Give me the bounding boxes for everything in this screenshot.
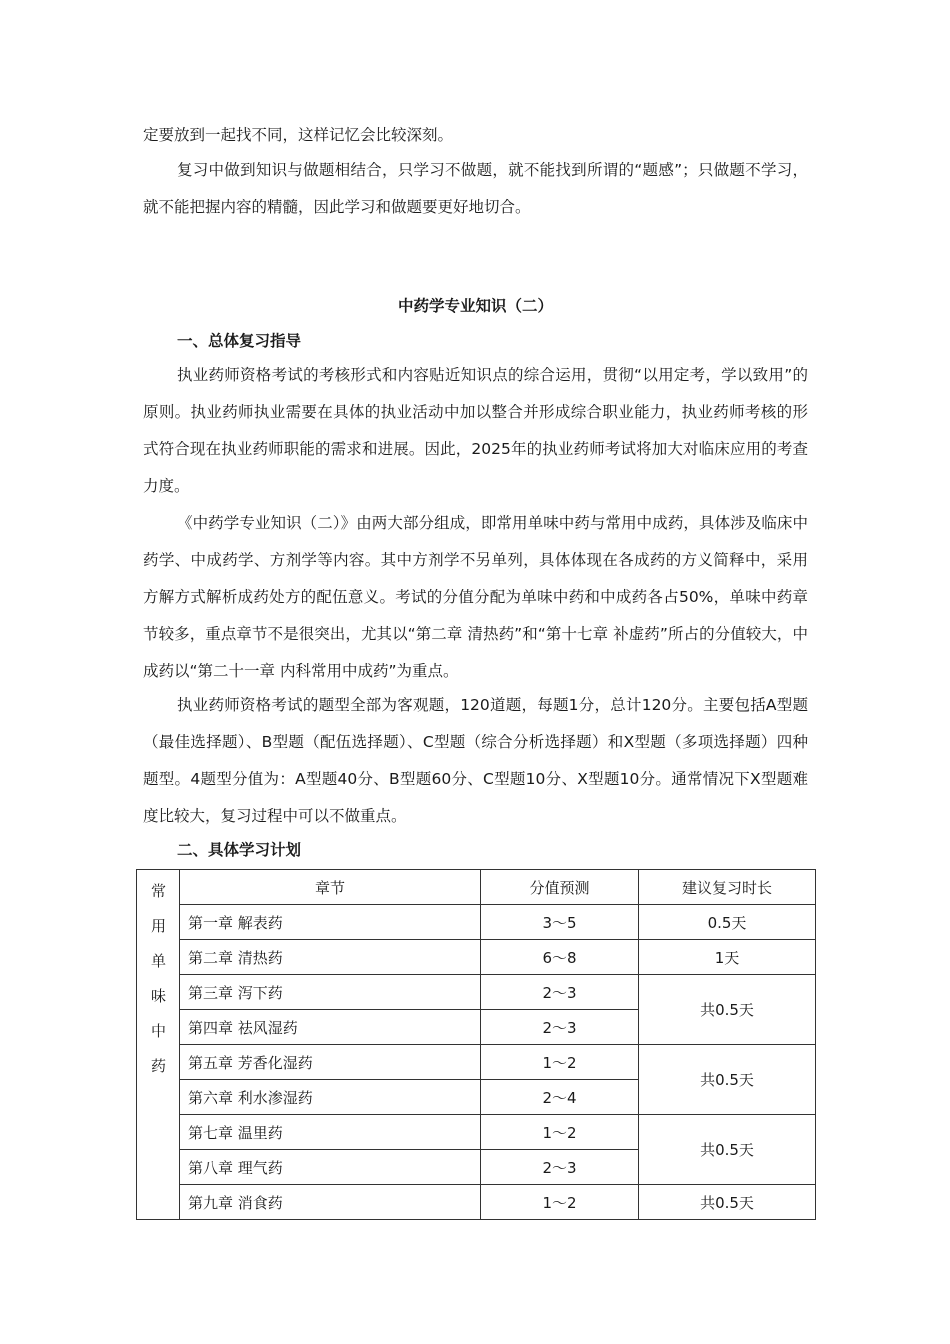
header-score: 分值预测: [481, 870, 639, 905]
score-cell: 2～3: [481, 1150, 639, 1185]
table-header-row: [137, 870, 816, 905]
score-cell: 1～2: [481, 1185, 639, 1220]
intro-paragraph-study-practice: 复习中做到知识与做题相结合，只学习不做题，就不能找到所谓的“题感”；只做题不学习，就不能把握内容的精髓，因此学习和做题要更好地切合。: [143, 161, 808, 216]
chapter-cell: 第八章 理气药: [180, 1150, 481, 1185]
paragraph-question-types: 执业药师资格考试的题型全部为客观题，120道题，每题1分，总计120分。主要包括A型题（最佳选择题）、B型题（配伍选择题）、C型题（综合分析选择题）和X型题（多项选择题）四种题型。4题型分值为：A型题40分、B型题60分、C型题10分、X型题10分。通常情况下X型题难度比较大，复习过程中可以不做重点。: [143, 696, 808, 825]
chapter-cell: 第五章 芳香化湿药: [180, 1045, 481, 1080]
table-row: [137, 1115, 816, 1150]
header-chapter: 章节: [180, 870, 481, 905]
table-row: [137, 975, 816, 1010]
score-cell: 3～5: [481, 905, 639, 940]
section-title: 中药学专业知识（二）: [397, 297, 553, 315]
chapter-cell: 第四章 祛风湿药: [180, 1010, 481, 1045]
score-cell: 6～8: [481, 940, 639, 975]
time-cell-merged: 共0.5天: [639, 1115, 816, 1185]
score-cell: 2～3: [481, 1010, 639, 1045]
header-time: 建议复习时长: [639, 870, 816, 905]
chapter-cell: 第七章 温里药: [180, 1115, 481, 1150]
intro-paragraph-continued: 定要放到一起找不同，这样记忆会比较深刻。: [143, 126, 454, 144]
category-cell: [137, 870, 180, 1220]
chapter-cell: 第一章 解表药: [180, 905, 481, 940]
score-cell: 1～2: [481, 1115, 639, 1150]
time-cell-merged: 共0.5天: [639, 1045, 816, 1115]
category-label: 常用单味中药: [151, 882, 167, 1075]
study-plan-table: [136, 869, 816, 1220]
heading-overall-guidance: 一、总体复习指导: [177, 332, 302, 350]
paragraph-exam-principle: 执业药师资格考试的考核形式和内容贴近知识点的综合运用，贯彻“以用定考，学以致用”的原则。执业药师执业需要在具体的执业活动中加以整合并形成综合职业能力，执业药师考核的形式符合现在执业药师职能的需求和进展。因此，2025年的执业药师考试将加大对临床应用的考查力度。: [143, 366, 808, 495]
time-cell: 共0.5天: [639, 1185, 816, 1220]
time-cell: 1天: [639, 940, 816, 975]
score-cell: 2～3: [481, 975, 639, 1010]
table-row: [137, 940, 816, 975]
table-row: [137, 1185, 816, 1220]
table-row: [137, 1045, 816, 1080]
chapter-cell: 第三章 泻下药: [180, 975, 481, 1010]
table-row: [137, 905, 816, 940]
score-cell: 2～4: [481, 1080, 639, 1115]
chapter-cell: 第九章 消食药: [180, 1185, 481, 1220]
chapter-cell: 第二章 清热药: [180, 940, 481, 975]
heading-study-plan: 二、具体学习计划: [177, 841, 302, 859]
chapter-cell: 第六章 利水渗湿药: [180, 1080, 481, 1115]
paragraph-exam-content: 《中药学专业知识（二）》由两大部分组成，即常用单味中药与常用中成药，具体涉及临床中药学、中成药学、方剂学等内容。其中方剂学不另单列，具体体现在各成药的方义简释中，采用方解方式解析成药处方的配伍意义。考试的分值分配为单味中药和中成药各占50%，单味中药章节较多，重点章节不是很突出，尤其以“第二章 清热药”和“第十七章 补虚药”所占的分值较大，中成药以“第二十一章 内科常用中成药”为重点。: [143, 514, 808, 680]
time-cell: 0.5天: [639, 905, 816, 940]
time-cell-merged: 共0.5天: [639, 975, 816, 1045]
score-cell: 1～2: [481, 1045, 639, 1080]
